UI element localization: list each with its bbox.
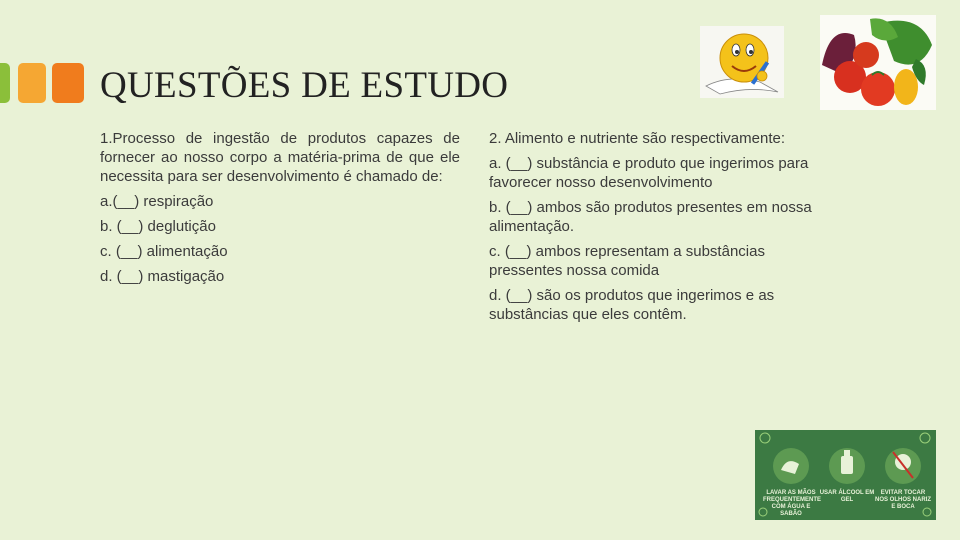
- prevention-panel: [755, 430, 936, 520]
- question-2-option-b: b. (__) ambos são produtos presentes em nossa alimentação.: [489, 199, 812, 235]
- decor-bar-orange: [52, 63, 84, 103]
- smiley-writing-icon: [700, 26, 784, 98]
- face-touch-icon: [885, 448, 921, 484]
- question-2-option-c: c. (__) ambos representam a substâncias pressentes nossa comida: [489, 243, 765, 279]
- question-2: [489, 129, 839, 324]
- question-1-option-b: b. (__) deglutição: [100, 218, 216, 235]
- decor-bar-light-orange: [18, 63, 46, 103]
- prevention-label-alcohol-gel: USAR ÁLCOOL EM GEL: [819, 490, 875, 503]
- question-2-prompt: 2. Alimento e nutriente são respectivamente:: [489, 130, 786, 147]
- question-1: [100, 129, 460, 286]
- prevention-label-avoid-touching: EVITAR TOCAR NOS OLHOS NARIZ E BOCA: [875, 490, 932, 510]
- decor-bar-green: [0, 63, 10, 103]
- vegetables-icon: [820, 15, 936, 110]
- question-1-option-d: d. (__) mastigação: [100, 268, 225, 285]
- question-1-option-c: c. (__) alimentação: [100, 243, 228, 260]
- hand-washing-icon: [773, 448, 809, 484]
- question-1-prompt: 1.Processo de ingestão de produtos capazes de fornecer ao nosso corpo a matéria-prima de que ele necessita para ser desenvolvimento é chamado de:: [100, 130, 460, 185]
- question-2-option-a: a. (__) substância e produto que ingerimos para favorecer nosso desenvolvimento: [489, 155, 809, 191]
- question-2-option-d: d. (__) são os produtos que ingerimos e as substâncias que eles contêm.: [489, 287, 775, 323]
- page-title: QUESTÕES DE ESTUDO: [100, 65, 509, 106]
- prevention-label-wash-hands: LAVAR AS MÃOS FREQUENTEMENTE COM ÁGUA E SABÃO: [763, 490, 822, 517]
- question-1-option-a: a.(__) respiração: [100, 193, 214, 210]
- alcohol-gel-icon: [829, 448, 865, 484]
